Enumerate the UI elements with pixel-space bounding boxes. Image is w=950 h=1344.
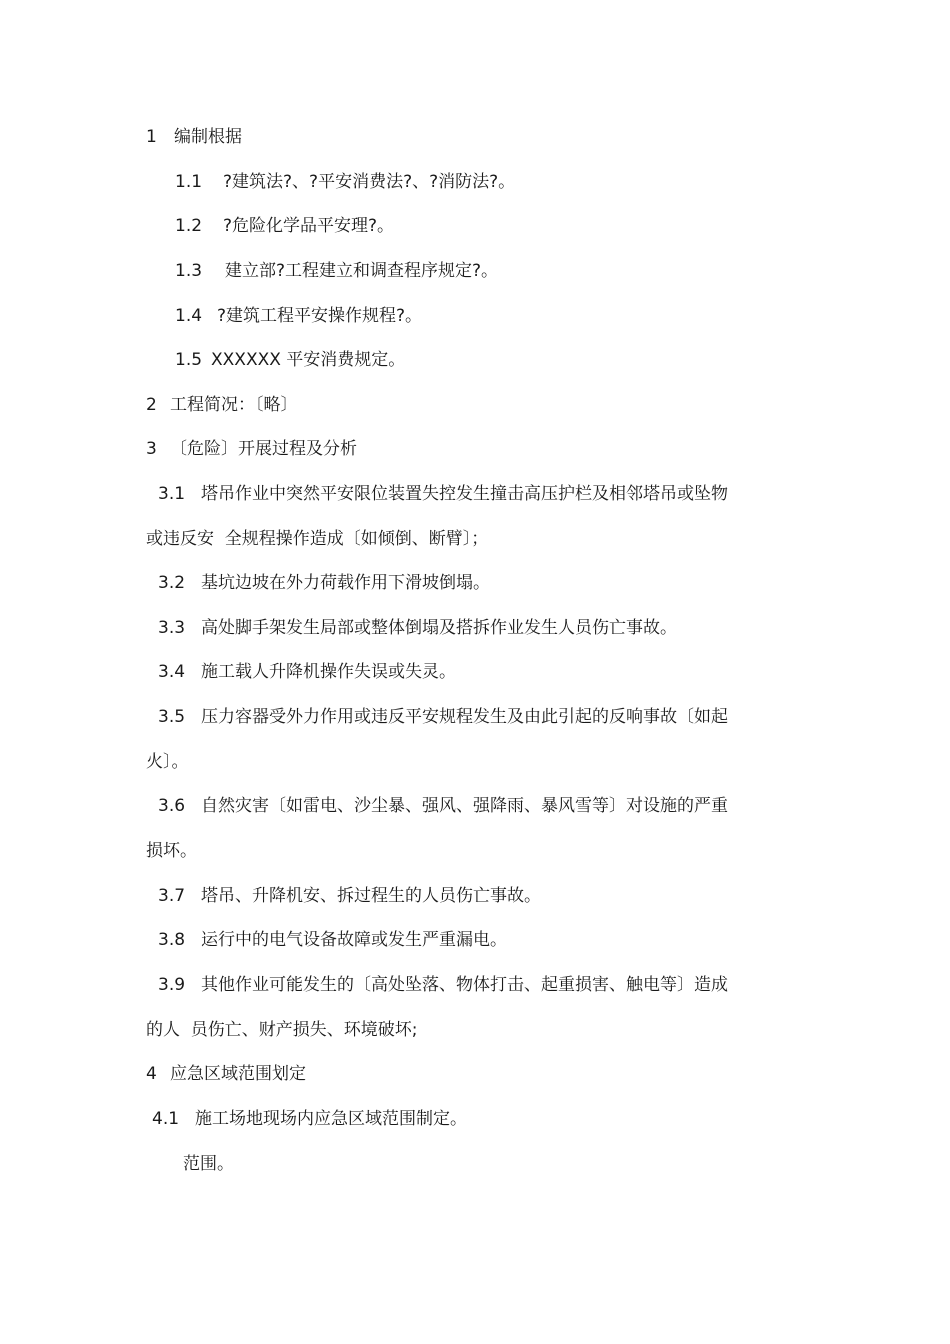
section-number: 4.1 <box>152 1109 180 1129</box>
section-text: 应急区域范围划定 <box>170 1064 306 1084</box>
heading-4 <box>146 1062 306 1086</box>
item-3-5 <box>158 705 728 729</box>
section-number: 3.2 <box>158 573 186 593</box>
item-3-6-continued <box>146 839 197 863</box>
item-3-2 <box>158 571 490 595</box>
section-number: 3.7 <box>158 886 186 906</box>
item-3-1-continued <box>146 527 488 551</box>
section-number: 3.1 <box>158 484 186 504</box>
section-number: 1.2 <box>175 216 203 236</box>
item-3-3 <box>158 616 677 640</box>
item-3-7 <box>158 884 541 908</box>
section-text: 的人 员伤亡、财产损失、环境破坏; <box>146 1020 418 1040</box>
item-3-9-continued <box>146 1018 418 1042</box>
section-number: 3.3 <box>158 618 186 638</box>
section-text: 施工载人升降机操作失误或失灵。 <box>201 662 456 682</box>
item-1-2 <box>175 214 394 238</box>
section-number: 1.5 <box>175 350 203 370</box>
section-text: 基坑边坡在外力荷载作用下滑坡倒塌。 <box>201 573 490 593</box>
section-text: 工程简况：〔略〕 <box>170 395 298 415</box>
section-text: 范围。 <box>183 1154 234 1174</box>
item-1-1 <box>175 170 515 194</box>
item-3-6 <box>158 794 728 818</box>
item-3-9 <box>158 973 728 997</box>
heading-3 <box>146 437 357 461</box>
item-1-4 <box>175 304 422 328</box>
section-text: 高处脚手架发生局部或整体倒塌及搭拆作业发生人员伤亡事故。 <box>201 618 677 638</box>
section-text: 或违反安 全规程操作造成〔如倾倒、断臂〕； <box>146 529 489 549</box>
item-3-1 <box>158 482 728 506</box>
section-number: 3 <box>146 439 157 459</box>
section-text: ?建筑法?、?平安消费法?、?消防法?。 <box>223 172 516 192</box>
section-number: 3.4 <box>158 662 186 682</box>
item-1-3 <box>175 259 498 283</box>
section-text: 压力容器受外力作用或违反平安规程发生及由此引起的反响事故〔如起 <box>201 707 728 727</box>
item-4-1 <box>152 1107 467 1131</box>
heading-2 <box>146 393 298 417</box>
item-4-1-body <box>183 1152 234 1176</box>
section-number: 3.9 <box>158 975 186 995</box>
section-text: 损坏。 <box>146 841 197 861</box>
section-text: 建立部?工程建立和调查程序规定?。 <box>225 261 499 281</box>
section-text: 〔危险〕开展过程及分析 <box>170 439 357 459</box>
heading-1 <box>146 125 242 149</box>
section-text: 其他作业可能发生的〔高处坠落、物体打击、起重损害、触电等〕造成 <box>201 975 728 995</box>
section-number: 1 <box>146 127 157 147</box>
section-text: 施工场地现场内应急区域范围制定。 <box>195 1109 467 1129</box>
section-number: 1.4 <box>175 306 203 326</box>
section-text: 自然灾害〔如雷电、沙尘暴、强风、强降雨、暴风雪等〕对设施的严重 <box>201 796 728 816</box>
item-3-4 <box>158 660 456 684</box>
item-3-8 <box>158 928 507 952</box>
section-text: ?建筑工程平安操作规程?。 <box>217 306 423 326</box>
section-number: 1.3 <box>175 261 203 281</box>
section-text: 运行中的电气设备故障或发生严重漏电。 <box>201 930 507 950</box>
section-number: 1.1 <box>175 172 203 192</box>
section-number: 3.6 <box>158 796 186 816</box>
section-text: ?危险化学品平安理?。 <box>223 216 395 236</box>
section-text: 火〕。 <box>146 752 189 772</box>
section-number: 3.8 <box>158 930 186 950</box>
section-number: 2 <box>146 395 157 415</box>
item-1-5 <box>175 348 405 372</box>
section-number: 3.5 <box>158 707 186 727</box>
section-text: XXXXXX 平安消费规定。 <box>211 350 406 370</box>
section-number: 4 <box>146 1064 157 1084</box>
item-3-5-continued <box>146 750 189 774</box>
section-text: 塔吊、升降机安、拆过程生的人员伤亡事故。 <box>201 886 541 906</box>
section-text: 塔吊作业中突然平安限位装置失控发生撞击高压护栏及相邻塔吊或坠物 <box>201 484 728 504</box>
section-text: 编制根据 <box>174 127 242 147</box>
